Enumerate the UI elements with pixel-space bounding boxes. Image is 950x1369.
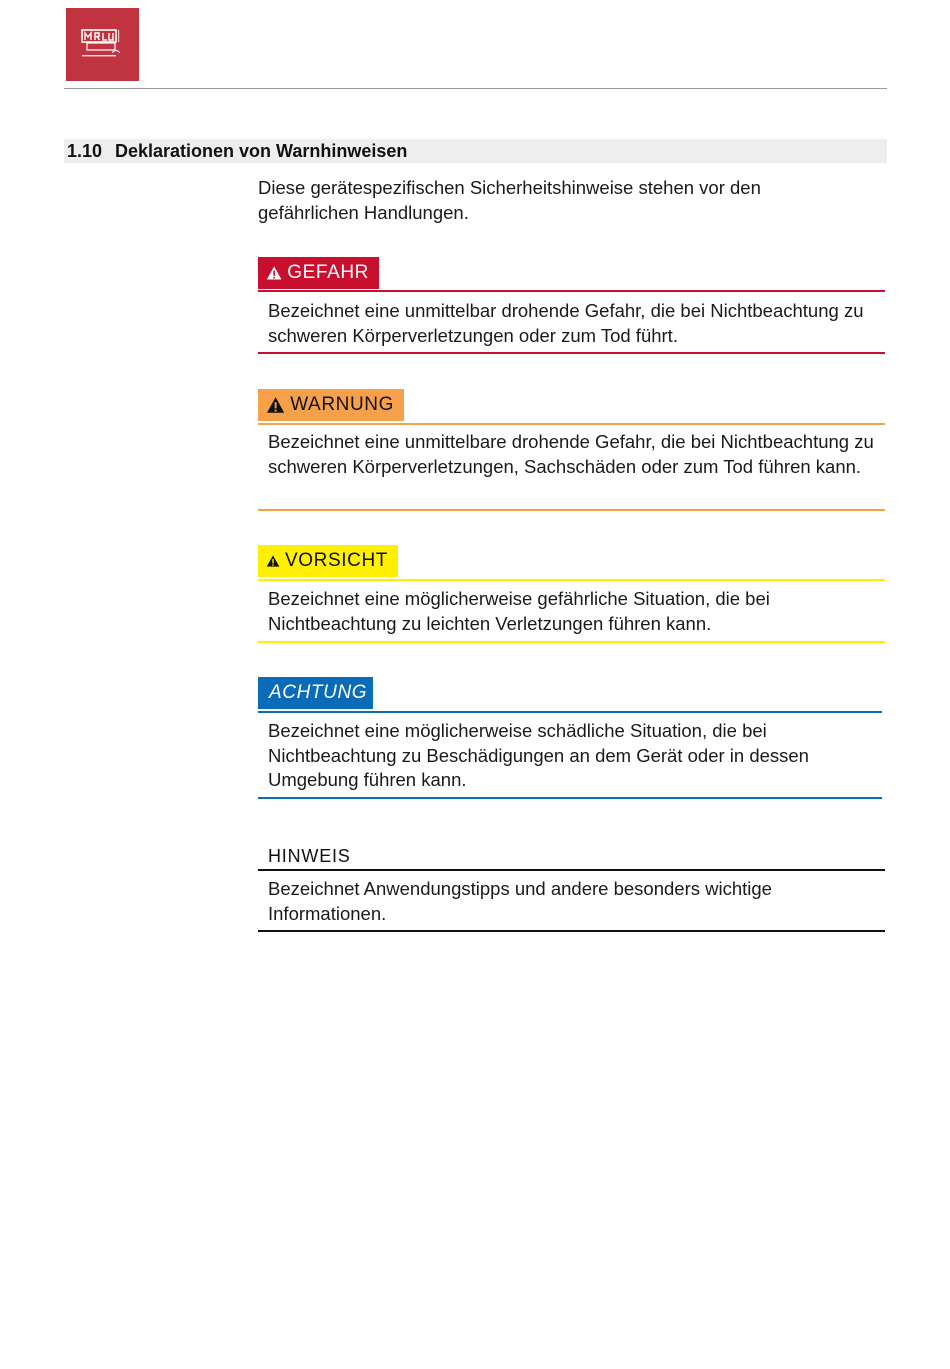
header-divider xyxy=(64,88,887,89)
section-number: 1.10 xyxy=(67,141,103,161)
notice-hinweis-label-text: HINWEIS xyxy=(268,845,351,866)
notice-vorsicht-label-text: VORSICHT xyxy=(285,550,388,571)
notice-hinweis-text: Bezeichnet Anwendungstipps und andere besonders wichtige Informationen. xyxy=(268,878,772,924)
intro-paragraph: Diese gerätespezifischen Sicherheitshinweise stehen vor den gefährlichen Handlungen. xyxy=(258,177,761,223)
warning-triangle-icon xyxy=(266,264,282,282)
notice-gefahr-text: Bezeichnet eine unmittelbar drohende Gefahr, die bei Nichtbeachtung zu schweren Körperverletzungen oder zum Tod führt. xyxy=(268,300,864,346)
notice-warnung-label xyxy=(258,389,404,421)
notice-gefahr-label xyxy=(258,257,379,289)
logo-mark-icon xyxy=(66,8,139,81)
notice-vorsicht-top-rule xyxy=(258,579,885,581)
notice-gefahr-top-rule xyxy=(258,290,885,292)
notice-achtung-label-text: ACHTUNG xyxy=(269,682,368,703)
notice-vorsicht-bottom-rule xyxy=(258,641,885,643)
warning-triangle-icon xyxy=(266,396,285,414)
notice-achtung-label xyxy=(258,677,373,709)
notice-warnung-top-rule xyxy=(258,423,885,425)
notice-hinweis-label xyxy=(258,840,361,872)
notice-gefahr-label-text: GEFAHR xyxy=(287,262,369,283)
notice-achtung-bottom-rule xyxy=(258,797,882,799)
notice-warnung-text: Bezeichnet eine unmittelbare drohende Gefahr, die bei Nichtbeachtung zu schweren Körperverletzungen, Sachschäden oder zum Tod führen kann. xyxy=(268,431,874,477)
notice-gefahr-bottom-rule xyxy=(258,352,885,354)
notice-hinweis-top-rule xyxy=(258,869,885,871)
section-heading xyxy=(64,139,887,163)
warning-triangle-icon xyxy=(266,552,280,570)
notice-vorsicht-label xyxy=(258,545,398,577)
notice-warnung-label-text: WARNUNG xyxy=(290,394,394,415)
company-logo xyxy=(66,8,139,81)
notice-achtung-top-rule xyxy=(258,711,882,713)
section-title: Deklarationen von Warnhinweisen xyxy=(115,141,408,161)
notice-warnung-bottom-rule xyxy=(258,509,885,511)
notice-achtung-text: Bezeichnet eine möglicherweise schädliche Situation, die bei Nichtbeachtung zu Beschädigungen an dem Gerät oder in dessen Umgebung führen kann. xyxy=(268,720,809,790)
notice-vorsicht-text: Bezeichnet eine möglicherweise gefährliche Situation, die bei Nichtbeachtung zu leichten Verletzungen führen kann. xyxy=(268,588,770,634)
notice-hinweis-bottom-rule xyxy=(258,930,885,932)
